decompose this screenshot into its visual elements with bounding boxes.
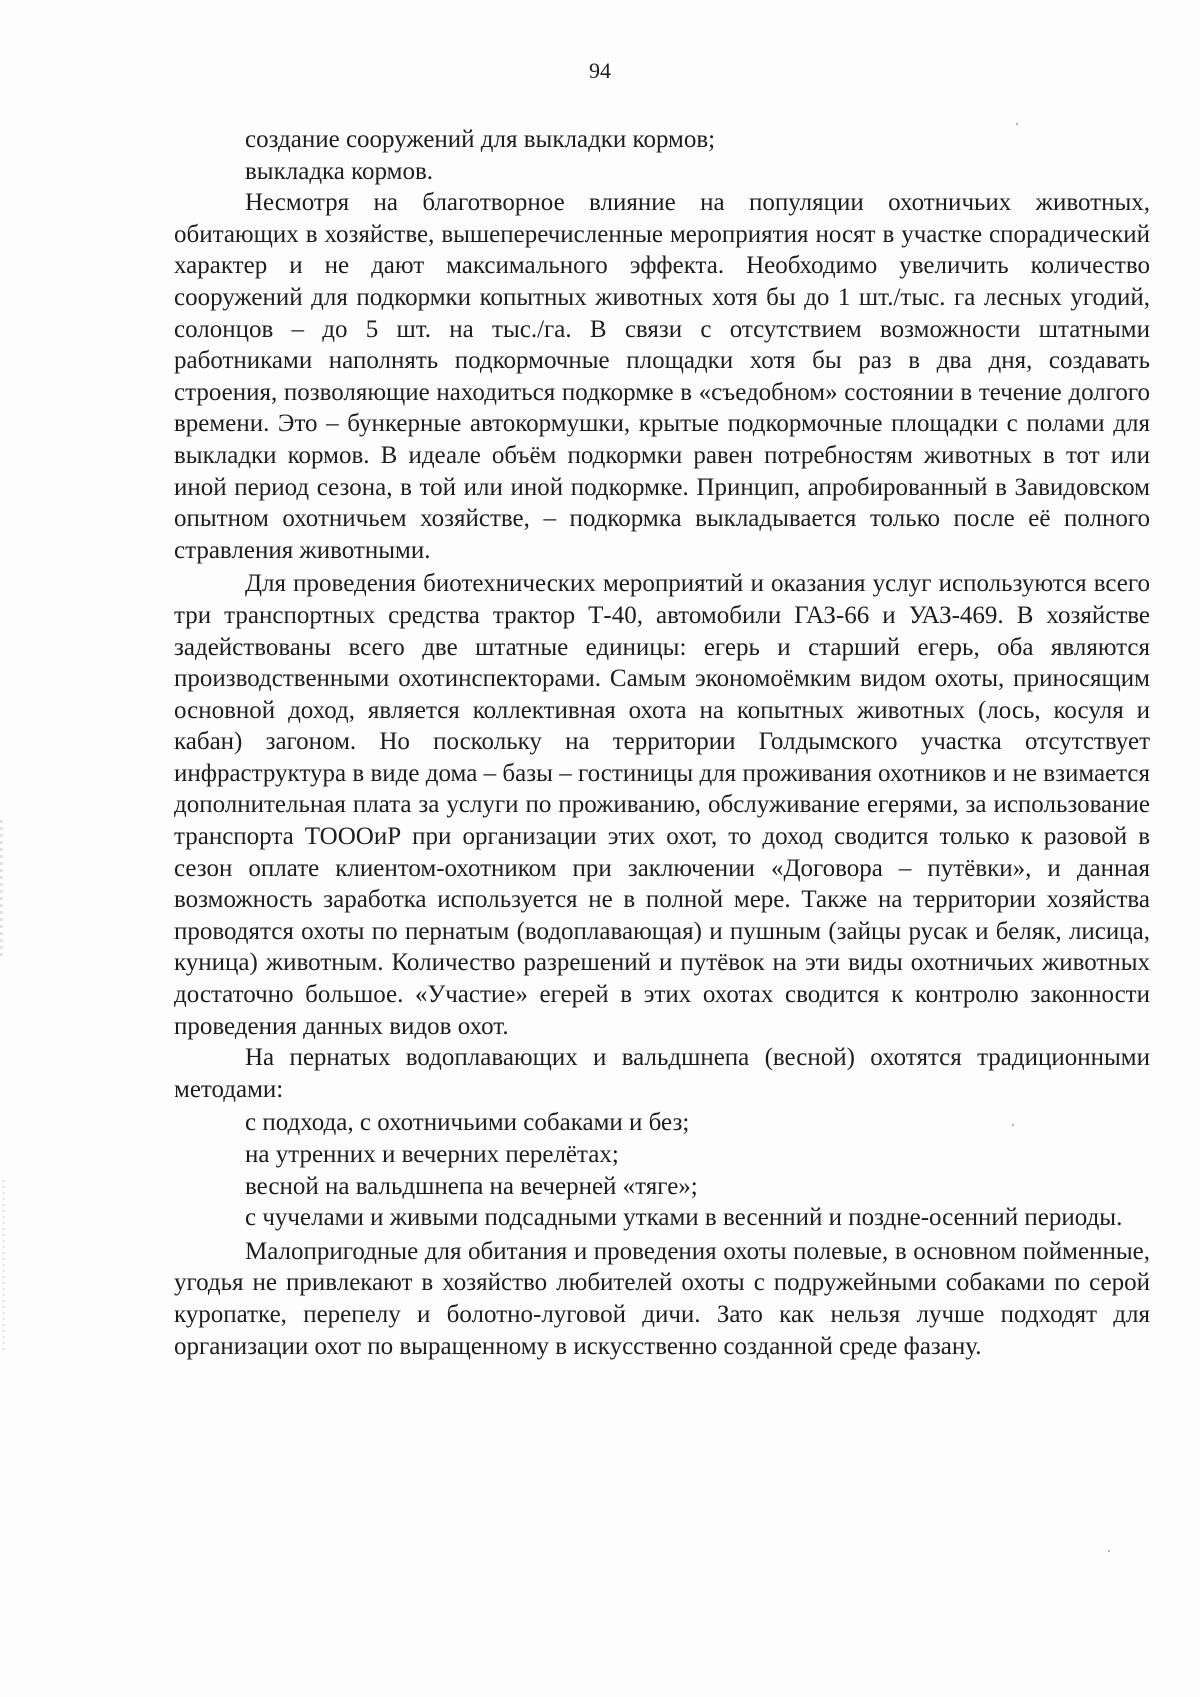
- paragraph: Несмотря на благотворное влияние на популяции охотничьих животных, обитающих в хозяйстве, вышеперечисленные мероприятия носят в участке спорадический характер и не дают максимального эффекта. Необходимо увеличить количество сооружений для подкормки копытных животных хотя бы до 1 шт./тыс. га лесных угодий, солонцов – до 5 шт. на тыс./га. В связи с отсутствием возможности штатными работниками наполнять подкормочные площадки хотя бы раз в два дня, создавать строения, позволяющие находиться подкормке в «съедобном» состоянии в течение долгого времени. Это – бункерные автокормушки, крытые подкормочные площадки с полами для выкладки кормов. В идеале объём подкормки равен потребностям животных в тот или иной период сезона, в той или иной подкормке. Принцип, апробированный в Завидовском опытном охотничьем хозяйстве, – подкормка выкладывается только после её полного стравления животными.: [174, 189, 1150, 564]
- document-body: [174, 124, 1150, 1362]
- paragraph: Малопригодные для обитания и проведения охоты полевые, в основном пойменные, угодья не привлекают в хозяйство любителей охоты с подружейными собаками по серой куропатке, перепелу и болотно-луговой дичи. Зато как нельзя лучше подходят для организации охот по выращенному в искусственно созданной среде фазану.: [174, 1237, 1150, 1360]
- list-item: выкладка кормов.: [245, 157, 434, 185]
- list-item: на утренних и вечерних перелётах;: [245, 1141, 619, 1168]
- list-item: весной на вальдшнепа на вечерней «тяге»;: [245, 1172, 698, 1200]
- list-item: с подхода, с охотничьими собаками и без;: [245, 1109, 690, 1137]
- scan-edge-artifact: [2, 1180, 5, 1350]
- scan-speck: [1108, 1550, 1110, 1552]
- paragraph: Для проведения биотехнических мероприятий и оказания услуг используются всего три транспортных средства трактор Т-40, автомобили ГАЗ-66 и УАЗ-469. В хозяйстве задействованы всего две штатные единицы: егерь и старший егерь, оба являются производственными охотинспекторами. Самым экономоёмким видом охоты, приносящим основной доход, является коллективная охота на копытных животных (лось, косуля и кабан) загоном. Но поскольку на территории Голдымского участка отсутствует инфраструктура в виде дома – базы – гостиницы для проживания охотников и не взимается дополнительная плата за услуги по проживанию, обслуживание егерями, за использование транспорта ТОООиР при организации этих охот, то доход сводится только к разовой в сезон оплате клиентом-охотником при заключении «Договора – путёвки», и данная возможность заработка используется не в полной мере. Также на территории хозяйства проводятся охоты по пернатым (водоплавающая) и пушным (зайцы русак и беляк, лисица, куница) животным. Количество разрешений и путёвок на эти виды охотничьих животных достаточно большое. «Участие» егерей в этих охотах сводится к контролю законности проведения данных видов охот.: [174, 570, 1150, 1040]
- page-number: 94: [589, 58, 611, 83]
- scan-edge-artifact: [0, 820, 3, 960]
- paragraph: На пернатых водоплавающих и вальдшнепа (весной) охотятся традиционными методами:: [174, 1044, 1150, 1103]
- list-item: создание сооружений для выкладки кормов;: [245, 126, 716, 153]
- list-item: с чучелами и живыми подсадными утками в весенний и поздне-осенний периоды.: [245, 1204, 1123, 1232]
